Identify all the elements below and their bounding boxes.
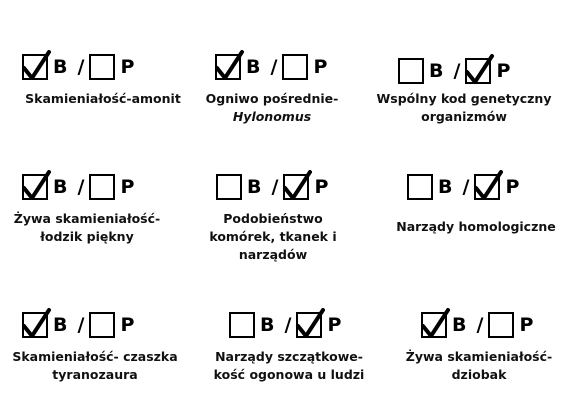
checkbox-p[interactable] (488, 312, 514, 338)
label-line: tyranozaura (52, 367, 138, 382)
choice-row-5 (216, 172, 333, 202)
card-label-6 (381, 218, 571, 236)
checkmark-icon (282, 169, 312, 201)
option-p-letter: P (313, 56, 328, 78)
choice-row-1 (22, 52, 139, 82)
option-b-letter: B (247, 176, 262, 198)
checkbox-p[interactable] (89, 312, 115, 338)
choice-row-4 (22, 172, 139, 202)
label-line: Skamieniałość-amonit (25, 91, 181, 106)
choice-row-3 (398, 56, 515, 86)
choice-row-9 (421, 310, 538, 340)
checkmark-icon (214, 49, 244, 81)
checkbox-p[interactable] (89, 174, 115, 200)
checkmark-icon (473, 169, 503, 201)
option-p-letter: P (496, 60, 511, 82)
label-line: Narządy szczątkowe- (215, 349, 363, 364)
checkbox-b[interactable] (22, 174, 48, 200)
label-line: Ogniwo pośrednie- (205, 91, 339, 106)
option-b-letter: B (438, 176, 453, 198)
label-line: Skamieniałość- czaszka (12, 349, 178, 364)
checkbox-b[interactable] (407, 174, 433, 200)
checkbox-p[interactable] (89, 54, 115, 80)
separator: / (77, 176, 85, 198)
label-line: Żywa skamieniałość- (405, 349, 553, 364)
label-line: Narządy homologiczne (396, 219, 556, 234)
checkbox-p[interactable] (474, 174, 500, 200)
label-line: organizmów (421, 109, 507, 124)
checkbox-p[interactable] (296, 312, 322, 338)
choice-row-8 (229, 310, 346, 340)
label-line: Wspólny kod genetyczny (376, 91, 552, 106)
option-b-letter: B (246, 56, 261, 78)
option-b-letter: B (53, 176, 68, 198)
card-label-7 (0, 348, 190, 384)
separator: / (453, 60, 461, 82)
separator: / (270, 56, 278, 78)
checkbox-b[interactable] (398, 58, 424, 84)
choice-row-7 (22, 310, 139, 340)
card-label-5 (178, 210, 368, 264)
option-p-letter: P (120, 56, 135, 78)
checkbox-b[interactable] (215, 54, 241, 80)
checkmark-icon (464, 53, 494, 85)
checkbox-b[interactable] (229, 312, 255, 338)
card-label-1 (8, 90, 198, 108)
card-label-8 (194, 348, 384, 384)
option-b-letter: B (53, 56, 68, 78)
label-italic-line: Hylonomus (232, 109, 312, 124)
option-p-letter: P (327, 314, 342, 336)
checkmark-icon (21, 169, 51, 201)
label-line: Żywa skamieniałość- (13, 211, 161, 226)
checkbox-b[interactable] (22, 312, 48, 338)
checkbox-p[interactable] (465, 58, 491, 84)
separator: / (476, 314, 484, 336)
checkmark-icon (21, 307, 51, 339)
checkmark-icon (21, 49, 51, 81)
option-p-letter: P (314, 176, 329, 198)
checkbox-p[interactable] (282, 54, 308, 80)
card-label-4 (0, 210, 182, 246)
label-line: Podobieństwo (223, 211, 323, 226)
checkbox-b[interactable] (22, 54, 48, 80)
card-label-9 (384, 348, 574, 384)
separator: / (271, 176, 279, 198)
separator: / (284, 314, 292, 336)
checkbox-b[interactable] (216, 174, 242, 200)
checkbox-p[interactable] (283, 174, 309, 200)
separator: / (77, 314, 85, 336)
label-line: dziobak (451, 367, 507, 382)
separator: / (77, 56, 85, 78)
checkmark-icon (420, 307, 450, 339)
option-b-letter: B (429, 60, 444, 82)
option-b-letter: B (53, 314, 68, 336)
option-b-letter: B (260, 314, 275, 336)
label-line: kość ogonowa u ludzi (213, 367, 365, 382)
checkbox-b[interactable] (421, 312, 447, 338)
label-line: narządów (238, 247, 308, 262)
checkmark-icon (295, 307, 325, 339)
option-p-letter: P (120, 176, 135, 198)
label-line: komórek, tkanek i (209, 229, 337, 244)
option-p-letter: P (120, 314, 135, 336)
card-label-3 (369, 90, 559, 126)
separator: / (462, 176, 470, 198)
option-p-letter: P (505, 176, 520, 198)
card-label-2 (177, 90, 367, 126)
choice-row-6 (407, 172, 524, 202)
option-b-letter: B (452, 314, 467, 336)
choice-row-2 (215, 52, 332, 82)
label-line: łodzik piękny (40, 229, 134, 244)
option-p-letter: P (519, 314, 534, 336)
